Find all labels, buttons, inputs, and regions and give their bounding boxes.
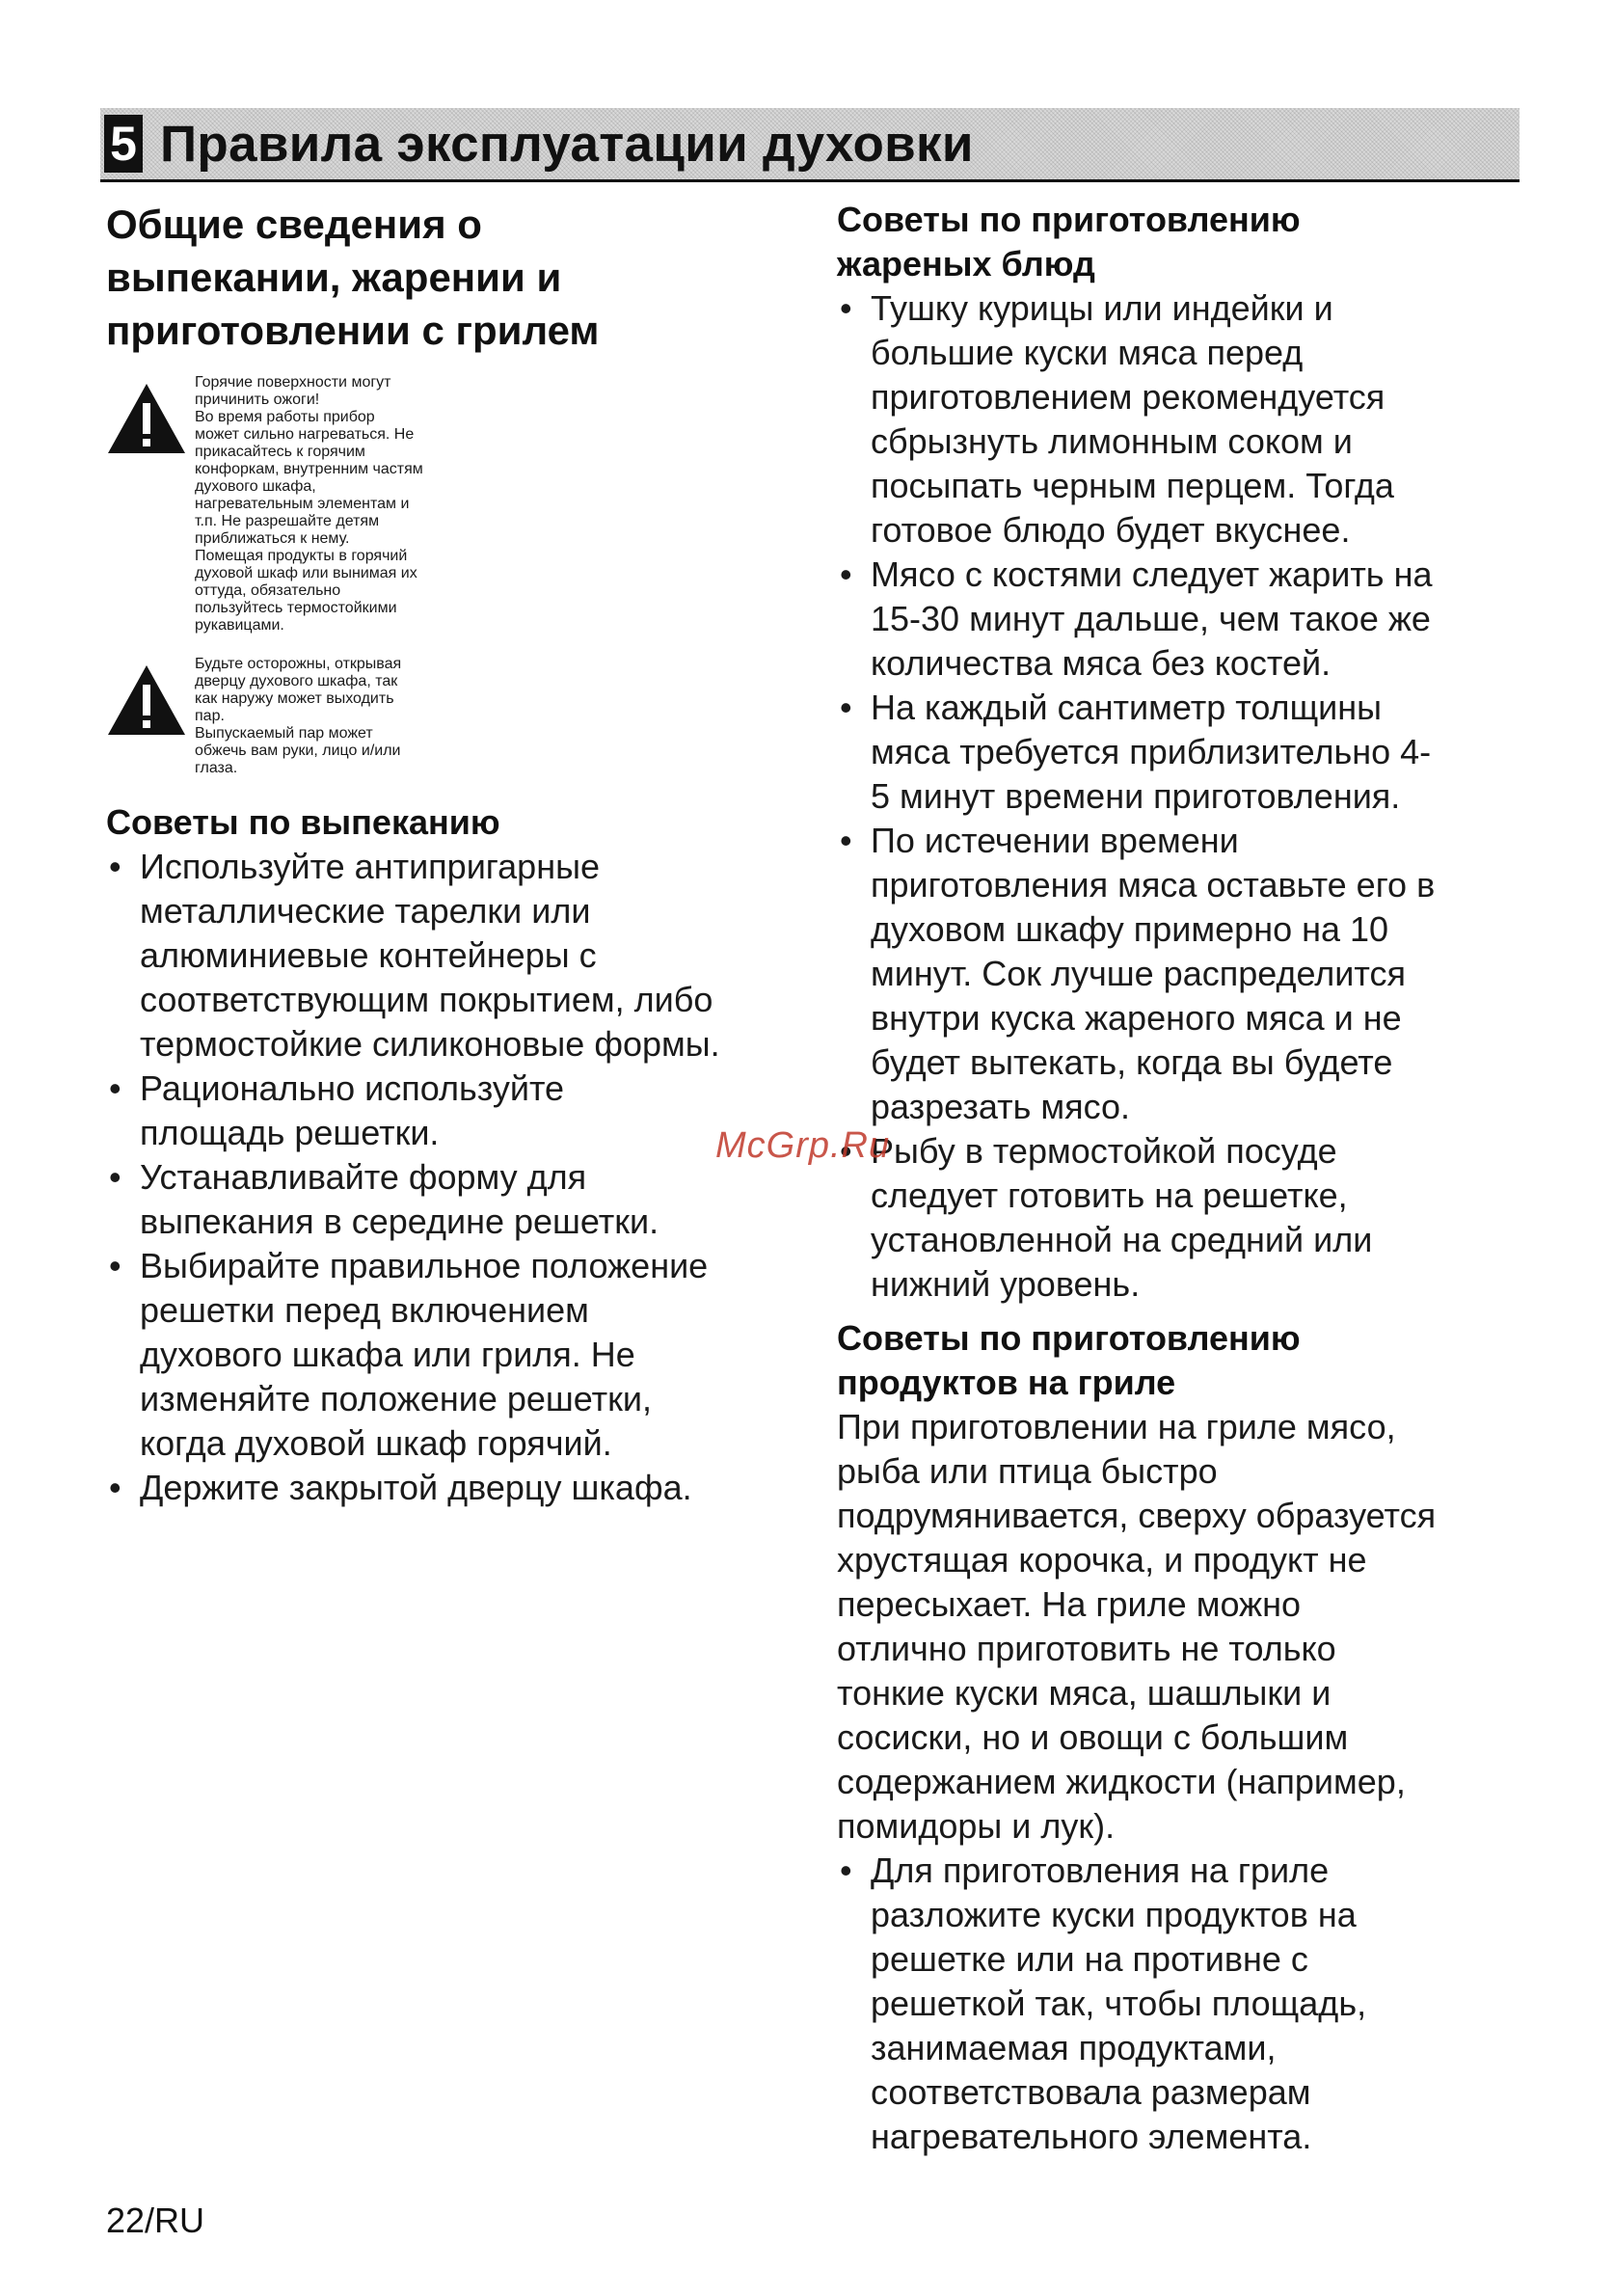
text-line: Помещая продукты в горячий [195,548,408,564]
list-item [837,1849,1531,2159]
chapter-number: 5 [104,115,143,173]
text-line: Во время работы прибор [195,409,375,425]
list-item [837,286,1531,553]
text-line: причинить ожоги! [195,392,320,408]
text-line: подрумянивается, сверху образуется [837,1496,1437,1535]
text-line: Горячие поверхности могут [195,374,391,391]
text-line: пересыхает. На гриле можно [837,1584,1302,1624]
text-line: отлично приготовить не только [837,1629,1336,1668]
list-item [106,1155,805,1244]
text-line: нагревательным элементам и [195,496,410,512]
text-line: оттуда, обязательно [195,582,341,599]
text-line: • Рыбу в термостойкой посуде [871,1131,1337,1171]
grill-tips-title [837,1316,1531,1405]
warning-text [195,374,805,635]
text-line: • Используйте антипригарные [140,847,600,886]
heading-line: приготовлении с грилем [106,308,600,353]
text-line: будет вытекать, когда вы будете [871,1042,1393,1082]
text-line: термостойкие силиконовые формы. [140,1024,720,1064]
text-line: обжечь вам руки, лицо и/или [195,743,401,759]
list-item [837,686,1531,819]
text-line: может сильно нагреваться. Не [195,426,415,443]
text-line: рукавицами. [195,617,284,634]
list-item [106,1244,805,1466]
text-line: духового шкафа или гриля. Не [140,1335,635,1374]
list-item [106,845,805,1067]
right-column [837,198,1531,2159]
text-line: когда духовой шкаф горячий. [140,1423,612,1463]
list-item [837,819,1531,1129]
text-line: помидоры и лук). [837,1806,1116,1846]
text-line: • Для приготовления на гриле [871,1850,1330,1890]
text-line: • Рационально используйте [140,1068,565,1108]
text-line: • Мясо с костями следует жарить на [871,554,1433,594]
heading-line: выпекании, жарении и [106,255,562,300]
section-heading [106,198,805,357]
text-line: решеткой так, чтобы площадь, [871,1984,1367,2023]
text-line: установленной на средний или [871,1220,1373,1259]
text-line: духового шкафа, [195,478,316,495]
text-line: прикасайтесь к горячим [195,444,365,460]
chapter-header [100,108,1520,182]
text-line: пар. [195,708,225,724]
warning-block-steam [106,656,805,777]
text-line: приготовлением рекомендуется [871,377,1385,417]
heading-line: жареных блюд [837,244,1095,284]
text-line: готовое блюдо будет вкуснее. [871,510,1351,550]
grill-tips-list [837,1849,1531,2159]
text-line: как наружу может выходить [195,690,394,707]
text-line: • Выбирайте правильное положение [140,1246,709,1285]
text-line: нижний уровень. [871,1264,1141,1304]
list-item [837,553,1531,686]
text-line: • Держите закрытой дверцу шкафа. [140,1468,692,1507]
text-line: посыпать черным перцем. Тогда [871,466,1394,505]
text-line: соответствующим покрытием, либо [140,980,713,1019]
text-line: занимаемая продуктами, [871,2028,1277,2067]
text-line: т.п. Не разрешайте детям [195,513,380,529]
text-line: духовой шкаф или вынимая их [195,565,417,581]
list-item [837,1129,1531,1307]
text-line: хрустящая корочка, и продукт не [837,1540,1367,1580]
text-line: площадь решетки. [140,1113,440,1152]
text-line: разрезать мясо. [871,1087,1131,1126]
text-line: нагревательного элемента. [871,2117,1312,2156]
text-line: • На каждый сантиметр толщины [871,688,1383,727]
page-number: 22/RU [106,2201,205,2240]
text-line: мяса требуется приблизительно 4- [871,732,1432,771]
text-line: выпекания в середине решетки. [140,1202,659,1241]
roasting-tips-list [837,286,1531,1307]
text-line: дверцу духового шкафа, так [195,673,398,689]
text-line: приготовления мяса оставьте его в [871,865,1436,905]
text-line: алюминиевые контейнеры с [140,935,597,975]
text-line: содержанием жидкости (например, [837,1762,1406,1801]
text-line: • Тушку курицы или индейки и [871,288,1333,328]
warning-triangle-icon [106,656,195,742]
warning-text [195,656,805,777]
text-line: Будьте осторожны, открывая [195,656,402,672]
text-line: 5 минут времени приготовления. [871,776,1401,816]
text-line: пользуйтесь термостойкими [195,600,397,616]
text-line: минут. Сок лучше распределится [871,954,1406,993]
text-line: соответствовала размерам [871,2072,1311,2112]
text-line: сбрызнуть лимонным соком и [871,421,1353,461]
heading-line: Советы по приготовлению [837,200,1301,239]
text-line: • Устанавливайте форму для [140,1157,587,1197]
text-line: глаза. [195,760,238,776]
text-line: количества мяса без костей. [871,643,1332,683]
list-item [106,1067,805,1155]
heading-line: Советы по приготовлению [837,1318,1301,1358]
baking-tips-list [106,845,805,1510]
text-line: внутри куска жареного мяса и не [871,998,1402,1038]
text-line: • По истечении времени [871,821,1239,860]
roasting-tips-title [837,198,1531,286]
text-line: При приготовлении на гриле мясо, [837,1407,1396,1446]
heading-line: Общие сведения о [106,202,482,247]
text-line: большие куски мяса перед [871,333,1304,372]
text-line: конфоркам, внутренним частям [195,461,423,477]
list-item [106,1466,805,1510]
text-line: рыба или птица быстро [837,1451,1218,1491]
warning-triangle-icon [106,374,195,460]
text-line: тонкие куски мяса, шашлыки и [837,1673,1332,1713]
text-line: приближаться к нему. [195,530,350,547]
chapter-title: Правила эксплуатации духовки [160,115,974,173]
left-column [106,198,805,1510]
text-line: изменяйте положение решетки, [140,1379,652,1418]
text-line: Выпускаемый пар может [195,725,373,742]
text-line: разложите куски продуктов на [871,1895,1357,1934]
text-line: следует готовить на решетке, [871,1175,1348,1215]
grill-intro [837,1405,1531,1849]
baking-tips-title: Советы по выпеканию [106,802,500,842]
watermark: McGrp.Ru [715,1125,891,1166]
text-line: металлические тарелки или [140,891,591,931]
text-line: сосиски, но и овощи с большим [837,1717,1349,1757]
warning-block-burns [106,374,805,635]
heading-line: продуктов на гриле [837,1363,1176,1402]
text-line: решетке или на противне с [871,1939,1308,1979]
text-line: духовом шкафу примерно на 10 [871,909,1389,949]
text-line: 15-30 минут дальше, чем такое же [871,599,1431,638]
text-line: решетки перед включением [140,1290,589,1330]
